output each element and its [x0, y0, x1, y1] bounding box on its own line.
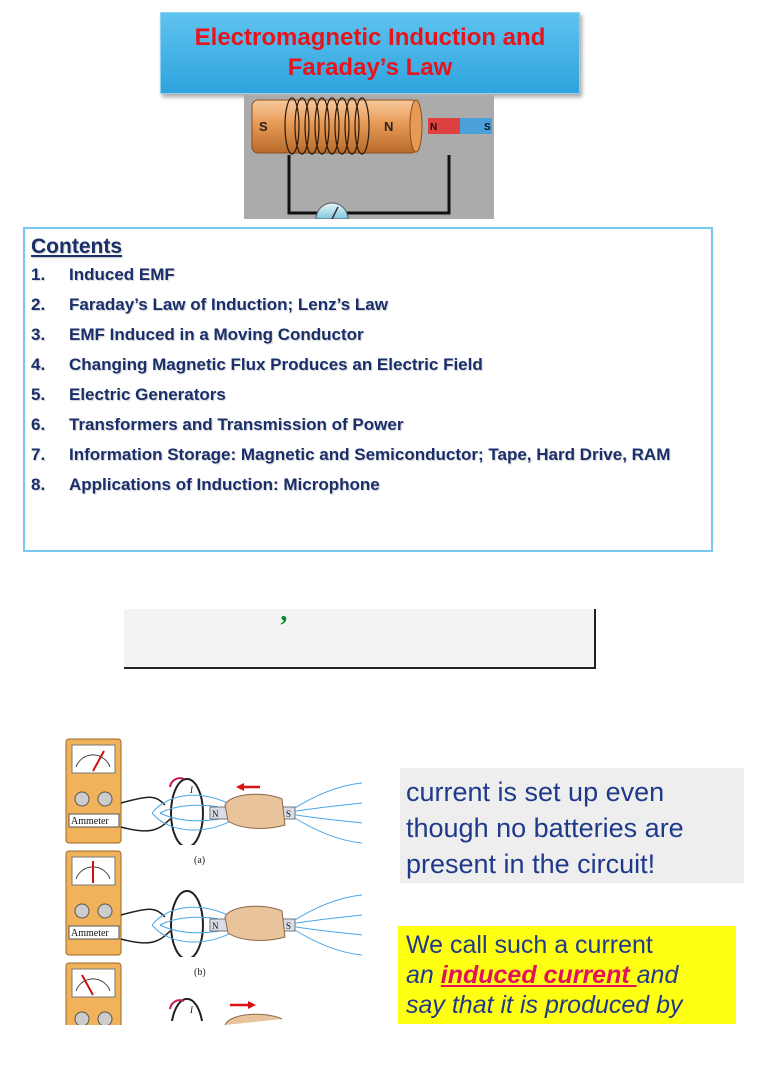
panel-b — [60, 847, 380, 957]
coil-right-pole: N — [384, 119, 394, 134]
contents-item-text: Electric Generators — [69, 385, 226, 404]
induction-experiment-figure — [60, 735, 380, 1024]
hand — [225, 906, 285, 940]
magnet-n-label: N — [212, 809, 219, 819]
contents-item-number: 8. — [31, 475, 46, 494]
magnet-n-label: N — [212, 921, 219, 931]
wire-loop — [171, 779, 203, 845]
wire-loop — [172, 999, 202, 1021]
comma-glyph: ’ — [279, 611, 289, 642]
contents-item-number: 6. — [31, 415, 46, 434]
coil-left-pole: S — [259, 119, 268, 134]
hand — [225, 794, 285, 828]
panel-a — [60, 735, 380, 845]
yellow-line-2 — [406, 960, 730, 990]
contents-item-number: 3. — [31, 325, 46, 344]
magnet-south-label: S — [484, 122, 491, 133]
explanation-note: current is set up even though no batteries are present in the circuit! — [400, 768, 744, 883]
contents-item-text: Applications of Induction: Microphone — [69, 475, 380, 494]
contents-item-text: Faraday’s Law of Induction; Lenz’s Law — [69, 295, 388, 314]
contents-item — [31, 443, 705, 467]
contents-item-text: Information Storage: Magnetic and Semiconductor; Tape, Hard Drive, RAM — [69, 445, 671, 464]
contents-item — [31, 293, 705, 317]
circuit-wire — [289, 155, 449, 213]
induced-current-term: induced current — [440, 961, 637, 989]
contents-heading: Contents — [31, 235, 122, 258]
title-line-1: Electromagnetic Induction and — [194, 24, 546, 51]
current-symbol: I — [190, 785, 193, 795]
galvanometer-icon — [316, 203, 348, 219]
current-symbol: I — [190, 1005, 193, 1015]
contents-item-number: 2. — [31, 295, 46, 314]
coil-magnet-diagram — [244, 95, 494, 219]
yellow-line-2-pre: an — [406, 961, 441, 989]
panel-b-label: (b) — [194, 967, 206, 978]
ammeter-label: Ammeter — [71, 816, 109, 827]
contents-item-text: Transformers and Transmission of Power — [69, 415, 404, 434]
wire-loop — [171, 891, 203, 957]
contents-item — [31, 263, 705, 287]
title-banner — [160, 12, 580, 94]
contents-item-text: EMF Induced in a Moving Conductor — [69, 325, 364, 344]
magnet-s-label: S — [286, 809, 292, 819]
induced-current-note — [398, 926, 736, 1024]
yellow-line-2-post: and — [636, 961, 679, 989]
contents-panel — [23, 227, 713, 552]
title-line-2: Faraday’s Law — [287, 54, 453, 81]
contents-item-number: 5. — [31, 385, 46, 404]
contents-item-number: 1. — [31, 265, 46, 284]
contents-item — [31, 323, 705, 347]
contents-item — [31, 473, 705, 497]
contents-item-number: 7. — [31, 445, 46, 464]
contents-item — [31, 383, 705, 407]
ammeter-label: Ammeter — [71, 928, 109, 939]
magnet-north-label: N — [430, 122, 438, 133]
panel-a-label: (a) — [194, 855, 206, 866]
comma-text-box — [124, 609, 596, 669]
contents-item — [31, 353, 705, 377]
contents-item-text: Changing Magnetic Flux Produces an Electric Field — [69, 355, 483, 374]
contents-item-number: 4. — [31, 355, 46, 374]
contents-item — [31, 413, 705, 437]
ammeter-dial — [72, 969, 115, 997]
yellow-line-1: We call such a current — [406, 931, 653, 959]
coil-magnet-figure — [244, 95, 494, 219]
contents-list — [31, 263, 705, 497]
contents-item-text: Induced EMF — [69, 265, 175, 284]
yellow-line-3: say that it is produced by — [406, 991, 683, 1019]
panel-c — [60, 959, 380, 1069]
hand — [225, 1014, 282, 1025]
magnet-s-label: S — [286, 921, 292, 931]
